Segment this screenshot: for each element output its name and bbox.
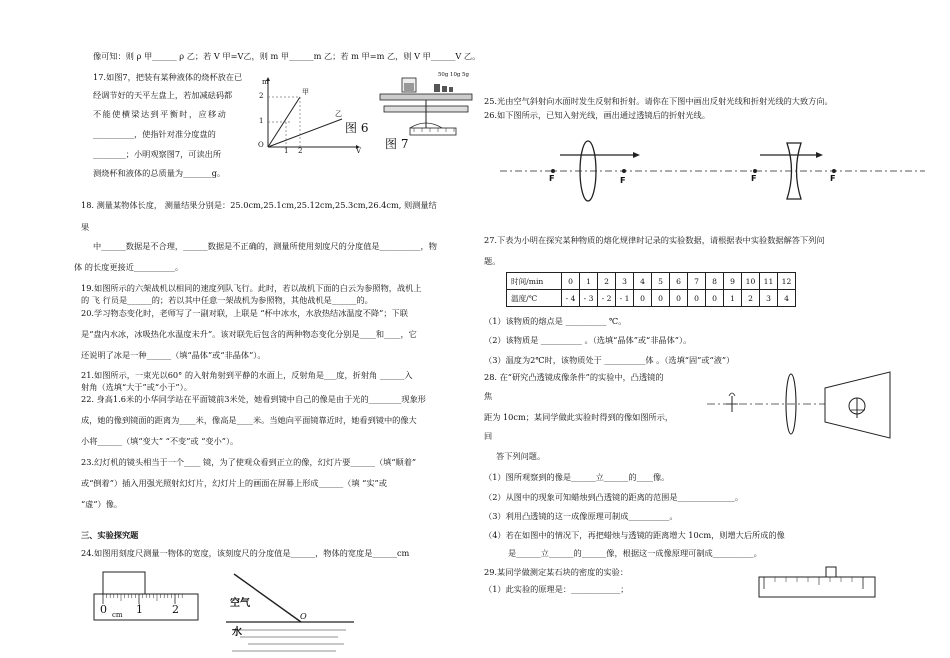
table-cell: 11 — [760, 273, 778, 290]
light-refraction-figure — [226, 570, 356, 658]
table-cell: 5 — [652, 273, 670, 290]
table-cell: 8 — [706, 273, 724, 290]
q17-line3: 不能使横梁达到平衡时，应移动 — [93, 109, 228, 119]
q18-line3: 中______数据是不合理，______数据是不正确的，测量所使用刻度尺的分度值是__________，物 — [93, 241, 437, 251]
table-cell: 0 — [670, 290, 688, 307]
right-column — [475, 0, 950, 658]
table-cell: 0 — [652, 290, 670, 307]
light-air-label: 空气 — [230, 598, 250, 609]
fig6-y-axis-label: m — [262, 78, 269, 86]
table-cell: 2 — [598, 273, 616, 290]
fig6-tick-x2: 2 — [298, 147, 303, 155]
table-cell: 0 — [634, 290, 652, 307]
q26-text: 26.如下图所示，已知入射光线，画出通过透镜后的折射光线。 — [484, 110, 710, 120]
table-cell: 10 — [742, 273, 760, 290]
table-cell: 3 — [760, 290, 778, 307]
fig6-tick-y2: 2 — [259, 92, 264, 100]
q27-part1: （1）该物质的熔点是 __________ ℃。 — [484, 316, 627, 326]
q17-line6: 测烧杯和液体的总质量为_______g。 — [93, 168, 226, 178]
table-cell: 7 — [688, 273, 706, 290]
table-cell: 4 — [778, 290, 796, 307]
light-point-o: O — [300, 611, 307, 621]
fig7-caption: 图 7 — [385, 137, 409, 151]
q17-line2: 经调节好的天平左盘上，若加减砝码都 — [93, 90, 233, 100]
table-cell: 4 — [634, 273, 652, 290]
q18-line4: 体 的长度更接近__________。 — [74, 262, 184, 272]
lens-imaging-figure — [707, 368, 892, 442]
q28-part1: （1）图所观察到的像是______立______的____像。 — [484, 472, 670, 482]
table-cell: 12 — [778, 273, 796, 290]
q17-line1: 17.如图7，把装有某种液体的烧杯放在已 — [93, 72, 243, 82]
fig6-x-axis-label: V — [356, 147, 362, 155]
q19-line2: 的 飞 行员是______的；若以其中任意一架战机为参照物，其他战机是______的。 — [81, 295, 373, 305]
table-cell: 1 — [580, 273, 598, 290]
q22-line1: 22. 身高1.6米的小华同学站在平面镜前3米处，她看到镜中自己的像是由于光的________现象形 — [81, 394, 426, 404]
q23-line2: 或“倒着”）插入用强光照射幻灯片，幻灯片上的画面在屏幕上形成______（填 “实”或 — [81, 478, 387, 488]
section-3-heading: 三、实验探究题 — [81, 530, 139, 540]
ruler-figure-small — [758, 567, 878, 599]
fig6-curve-a: 甲 — [302, 88, 309, 96]
fig6-curve-b: 乙 — [335, 110, 342, 118]
q28-part3: （3）利用凸透镜的这一成像原理可制成__________。 — [484, 511, 678, 521]
q17-line5: ________；小明观察图7，可读出所 — [93, 149, 222, 159]
q18-line1: 18. 测量某物体长度， 测量结果分别是：25.0cm,25.1cm,25.12cm,25.3cm,26.4cm, 则测量结 — [81, 200, 437, 210]
q17-line4: __________，使指针对准分度盘的 — [93, 129, 216, 139]
q22-line2: 成，她的像到镜面的距离为____米，像高是____米。当她向平面镜靠近时，她看到镜中的像大 — [81, 415, 417, 425]
q27-part2: （2）该物质是 __________ 。（选填“晶体”或“非晶体”）。 — [484, 335, 692, 345]
q20-line2: 是“盘内水冰，冰吸热化水温度未升”。该对联先后包含的两种物态变化分别是____和____，它 — [81, 329, 417, 339]
table-cell: 9 — [724, 273, 742, 290]
q29-line2: （1）此实验的原理是：____________； — [484, 584, 629, 594]
table-row-time — [507, 273, 796, 290]
table-cell: - 3 — [580, 290, 598, 307]
ruler-figure — [93, 570, 203, 622]
q28-line5: 答下列问题。 — [496, 451, 546, 461]
table-cell: 1 — [724, 290, 742, 307]
q25-text: 25.光由空气斜射向水面时发生反射和折射。请你在下图中画出反射光线和折射光线的大致方向。 — [484, 96, 833, 106]
q28-line3: 距为 10cm；某同学做此实验时得到的像如图所示， — [484, 412, 674, 422]
q21-line2: 射角（选填“大于”或“小于”）。 — [81, 382, 192, 392]
fig6-caption: 图 6 — [345, 121, 369, 135]
fig6-tick-x1: 1 — [284, 147, 289, 155]
lens-focus-f1: F — [549, 173, 555, 183]
q20-line3: 还说明了冰是一种______（填“晶体”或“非晶体”）。 — [81, 350, 266, 360]
lens-focus-f4: F — [830, 173, 836, 183]
table-cell: 6 — [670, 273, 688, 290]
q24-text: 24.如图用刻度尺测量一物体的宽度，该刻度尺的分度值是______，物体的宽度是______cm — [81, 548, 410, 558]
table-cell: 3 — [616, 273, 634, 290]
q20-line1: 20.学习物态变化时，老师写了一副对联，上联是 “杯中冰水，水放热结冰温度不降”；下联 — [81, 308, 408, 318]
q23-line3: “虚”）像。 — [81, 499, 123, 509]
q28-part4-line2: 是______立______的______像，根据这一成像原理可制成__________。 — [508, 548, 762, 558]
q28-line2: 焦 — [484, 391, 493, 401]
q29-line1: 29.某同学做测定某石块的密度的实验： — [484, 567, 629, 577]
q23-line1: 23.幻灯机的镜头相当于一个____ 镜，为了使观众看到正立的像，幻灯片要______（填“顺着” — [81, 457, 417, 467]
table-row-label: 温度/℃ — [507, 290, 562, 307]
q28-line4: 回 — [484, 431, 493, 441]
table-cell: - 2 — [598, 290, 616, 307]
table-cell: 0 — [688, 290, 706, 307]
ruler-tick-0: 0 — [100, 603, 107, 616]
table-cell: - 4 — [562, 290, 580, 307]
q27-line1: 27.下表为小明在探究某种物质的熔化规律时记录的实验数据，请根据表中实验数据解答下列问 — [484, 235, 825, 245]
lens-focus-f2: F — [620, 175, 626, 185]
melting-data-table — [506, 272, 796, 307]
table-row-temperature — [507, 290, 796, 307]
lens-focus-f3: F — [751, 173, 757, 183]
q16-tail: 像可知：则 ρ 甲______ ρ 乙；若 V 甲=V乙，则 m 甲______m 乙；若 m 甲=m 乙，则 V 甲______V 乙。 — [93, 51, 481, 61]
table-row-label: 时间/min — [507, 273, 562, 290]
q27-line2: 题。 — [484, 256, 501, 266]
table-cell: 0 — [562, 273, 580, 290]
ruler-tick-2: 2 — [172, 603, 179, 616]
light-water-label: 水 — [232, 627, 242, 638]
q28-line1: 28. 在“研究凸透镜成像条件”的实验中，凸透镜的 — [484, 372, 664, 382]
figure-7-balance — [380, 70, 475, 136]
q27-part3: （3）温度为2℃时，该物质处于 __________体 。（选填“固”或“液”） — [484, 355, 735, 365]
ruler-tick-1: 1 — [136, 603, 143, 616]
q18-line2: 果 — [81, 222, 90, 232]
fig6-tick-y1: 1 — [259, 117, 264, 125]
lens-diagram — [500, 135, 930, 210]
fig7-weights-label: 50g 10g 5g — [438, 72, 469, 78]
q22-line3: 小将______（填“变大” “不变”或 “变小”）。 — [81, 436, 239, 446]
table-cell: - 1 — [616, 290, 634, 307]
q28-part4-line1: （4）若在如图中的情况下，再把蜡烛与透镜的距离增大 10cm，则增大后所成的像 — [484, 530, 785, 540]
table-cell: 2 — [742, 290, 760, 307]
table-cell: 0 — [706, 290, 724, 307]
q21-line1: 21.如图所示，一束光以60° 的入射角射到平静的水面上，反射角是___度，折射角 ______入 — [81, 370, 413, 380]
q19-line1: 19.如图所示的六架战机以相同的速度列队飞行。此时，若以战机下面的白云为参照物，战机上 — [81, 283, 422, 293]
q28-part2: （2）从图中的现象可知蜡烛到凸透镜的距离的范围是______________。 — [484, 492, 744, 502]
figure-6-graph — [256, 77, 369, 155]
fig6-origin: O — [258, 141, 264, 149]
ruler-unit: cm — [112, 611, 123, 619]
